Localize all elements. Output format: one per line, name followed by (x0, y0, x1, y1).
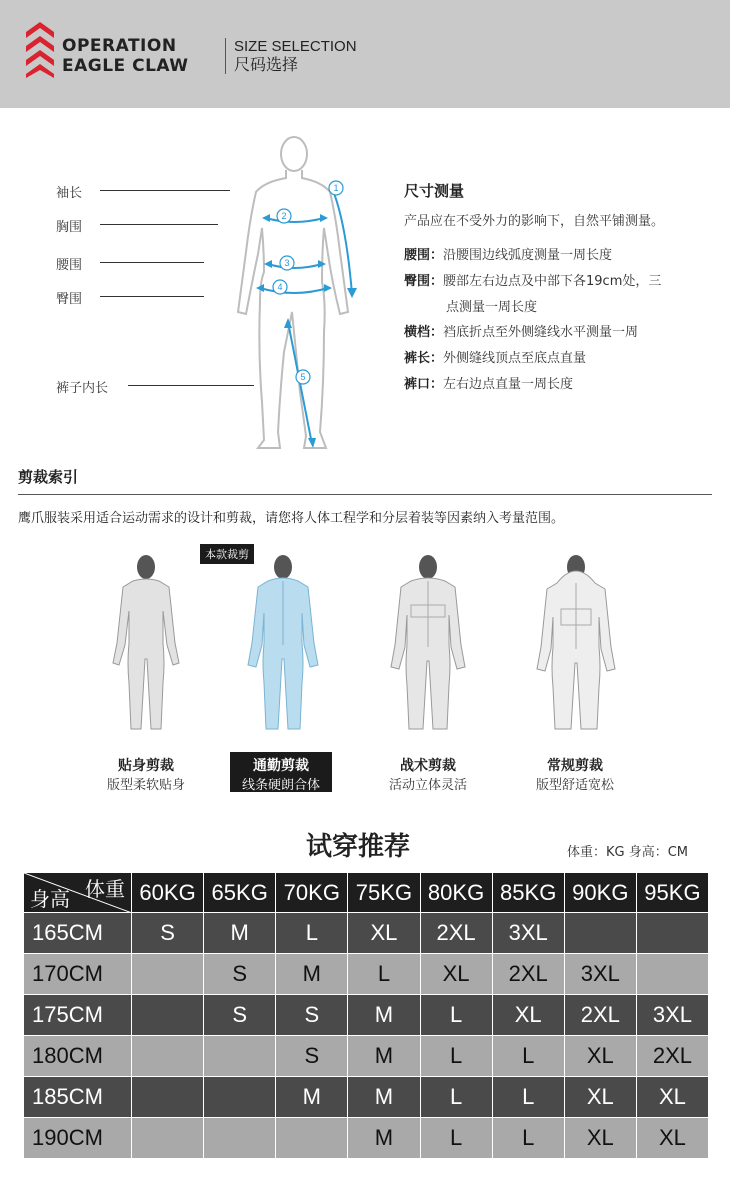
leader-sleeve (100, 190, 230, 191)
measure-item-label: 裤口： (404, 377, 444, 392)
measure-item-label: 腰围： (404, 248, 444, 263)
size-cell: XL (420, 954, 492, 995)
marker-3: 3 (284, 258, 290, 268)
measure-item-text: 裆底折点至外侧缝线水平测量一周 (443, 325, 639, 340)
cut-sub-commute: 线条硬朗合体 (241, 778, 320, 793)
weight-header: 60KG (132, 873, 204, 913)
size-cell: 3XL (492, 913, 564, 954)
size-cell: S (204, 995, 276, 1036)
size-cell: M (348, 1077, 420, 1118)
size-cell: L (492, 1077, 564, 1118)
header-divider (225, 38, 226, 74)
cut-sub-tactical: 活动立体灵活 (388, 778, 467, 793)
size-cell: S (276, 1036, 348, 1077)
size-cell: XL (564, 1077, 636, 1118)
size-cell: M (348, 1036, 420, 1077)
table-row (24, 995, 709, 1036)
fitted-cut-figure (103, 553, 189, 733)
size-cell: L (420, 995, 492, 1036)
size-cell: 2XL (636, 1036, 708, 1077)
table-row (24, 1077, 709, 1118)
size-cell: M (348, 1118, 420, 1159)
size-cell: L (348, 954, 420, 995)
size-cell: L (492, 1118, 564, 1159)
size-cell: XL (492, 995, 564, 1036)
measure-title: 尺寸测量 (404, 182, 465, 200)
body-measure-figure (228, 132, 368, 454)
size-cell: 2XL (564, 995, 636, 1036)
size-cell: M (276, 1077, 348, 1118)
size-selection-cn: 尺码选择 (234, 55, 299, 74)
size-cell (132, 995, 204, 1036)
size-cell: XL (348, 913, 420, 954)
size-cell (132, 1077, 204, 1118)
marker-2: 2 (281, 211, 287, 221)
size-cell: XL (564, 1036, 636, 1077)
cut-sub-regular: 版型舒适宽松 (535, 778, 614, 793)
current-cut-badge: 本款裁剪 (200, 544, 254, 564)
size-cell: L (420, 1036, 492, 1077)
corner-height-label: 身高 (30, 887, 70, 911)
measure-item (404, 377, 573, 393)
size-cell (132, 954, 204, 995)
leader-chest (100, 224, 218, 225)
label-chest: 胸围 (56, 220, 83, 235)
regular-cut-figure (533, 553, 619, 733)
weight-header: 90KG (564, 873, 636, 913)
weight-header: 85KG (492, 873, 564, 913)
measure-item (404, 274, 661, 290)
measure-item (446, 300, 537, 316)
weight-header: 70KG (276, 873, 348, 913)
label-inseam: 裤子内长 (56, 381, 109, 396)
size-cell: S (276, 995, 348, 1036)
size-cell (204, 1036, 276, 1077)
cut-name-fitted: 贴身剪裁 (118, 758, 174, 774)
height-row-header: 170CM (24, 954, 132, 995)
height-row-header: 165CM (24, 913, 132, 954)
size-cell: XL (636, 1118, 708, 1159)
cut-name-commute: 通勤剪裁 (253, 758, 309, 774)
cut-name-tactical: 战术剪裁 (400, 758, 456, 774)
size-recommendation-table (23, 872, 709, 1159)
leader-hip (100, 296, 204, 297)
label-sleeve: 袖长 (56, 186, 83, 201)
height-row-header: 175CM (24, 995, 132, 1036)
size-cell: L (492, 1036, 564, 1077)
size-cell: L (420, 1118, 492, 1159)
marker-5: 5 (300, 372, 306, 382)
size-cell: L (420, 1077, 492, 1118)
cut-index-title: 剪裁索引 (18, 468, 79, 486)
table-header-row (24, 873, 709, 913)
table-corner-cell (24, 873, 132, 913)
size-cell (636, 954, 708, 995)
marker-4: 4 (277, 282, 283, 292)
label-waist: 腰围 (56, 258, 83, 273)
measure-item (404, 325, 638, 341)
brand-name (62, 36, 189, 76)
size-cell: S (132, 913, 204, 954)
size-cell (204, 1077, 276, 1118)
commute-cut-figure (240, 553, 326, 733)
size-cell (204, 1118, 276, 1159)
eagle-claw-logo-icon (26, 22, 54, 78)
size-selection-en: SIZE SELECTION (234, 38, 357, 55)
measure-item-text: 左右边点直量一周长度 (443, 377, 574, 392)
size-cell (564, 913, 636, 954)
marker-1: 1 (333, 183, 339, 193)
measure-item-text: 点测量一周长度 (446, 300, 538, 315)
measure-item-label: 臀围： (404, 274, 444, 289)
measure-item-label: 裤长： (404, 351, 444, 366)
height-row-header: 185CM (24, 1077, 132, 1118)
size-cell (636, 913, 708, 954)
size-cell: S (204, 954, 276, 995)
size-cell: 2XL (420, 913, 492, 954)
height-row-header: 190CM (24, 1118, 132, 1159)
size-cell: 3XL (636, 995, 708, 1036)
size-cell: XL (636, 1077, 708, 1118)
weight-header: 95KG (636, 873, 708, 913)
cut-sub-fitted: 版型柔软贴身 (106, 778, 185, 793)
tactical-cut-figure (385, 553, 471, 733)
size-cell: M (276, 954, 348, 995)
label-hip: 臀围 (56, 292, 83, 307)
size-table-body (24, 913, 709, 1159)
brand-line-2: EAGLE CLAW (62, 56, 189, 76)
size-selection-heading (234, 38, 357, 74)
leader-waist (100, 262, 204, 263)
size-cell (132, 1036, 204, 1077)
table-row (24, 1036, 709, 1077)
size-cell: L (276, 913, 348, 954)
page-header (0, 0, 730, 108)
measure-item-text: 外侧缝线顶点至底点直量 (443, 351, 587, 366)
size-table-title: 试穿推荐 (306, 832, 411, 862)
size-cell: 3XL (564, 954, 636, 995)
corner-weight-label: 体重 (85, 877, 125, 901)
measure-item-text: 沿腰围边线弧度测量一周长度 (443, 248, 613, 263)
height-row-header: 180CM (24, 1036, 132, 1077)
measure-item (404, 351, 586, 367)
cut-index-divider (18, 494, 712, 495)
size-cell: M (204, 913, 276, 954)
cut-index-description: 鹰爪服装采用适合运动需求的设计和剪裁，请您将人体工程学和分层着装等因素纳入考量范围。 (18, 511, 565, 526)
size-cell: M (348, 995, 420, 1036)
size-cell (276, 1118, 348, 1159)
size-table-unit: 体重：KG 身高：CM (567, 845, 689, 860)
weight-header: 75KG (348, 873, 420, 913)
cut-name-regular: 常规剪裁 (547, 758, 603, 774)
table-row (24, 913, 709, 954)
weight-header: 80KG (420, 873, 492, 913)
size-cell: 2XL (492, 954, 564, 995)
table-row (24, 954, 709, 995)
size-cell (132, 1118, 204, 1159)
size-cell: XL (564, 1118, 636, 1159)
measure-intro: 产品应在不受外力的影响下，自然平铺测量。 (404, 214, 665, 229)
table-row (24, 1118, 709, 1159)
measure-item-label: 横档： (404, 325, 444, 340)
weight-header: 65KG (204, 873, 276, 913)
measure-item-text: 腰部左右边点及中部下各19cm处，三 (443, 274, 662, 289)
brand-line-1: OPERATION (62, 36, 177, 56)
measure-item (404, 248, 612, 264)
